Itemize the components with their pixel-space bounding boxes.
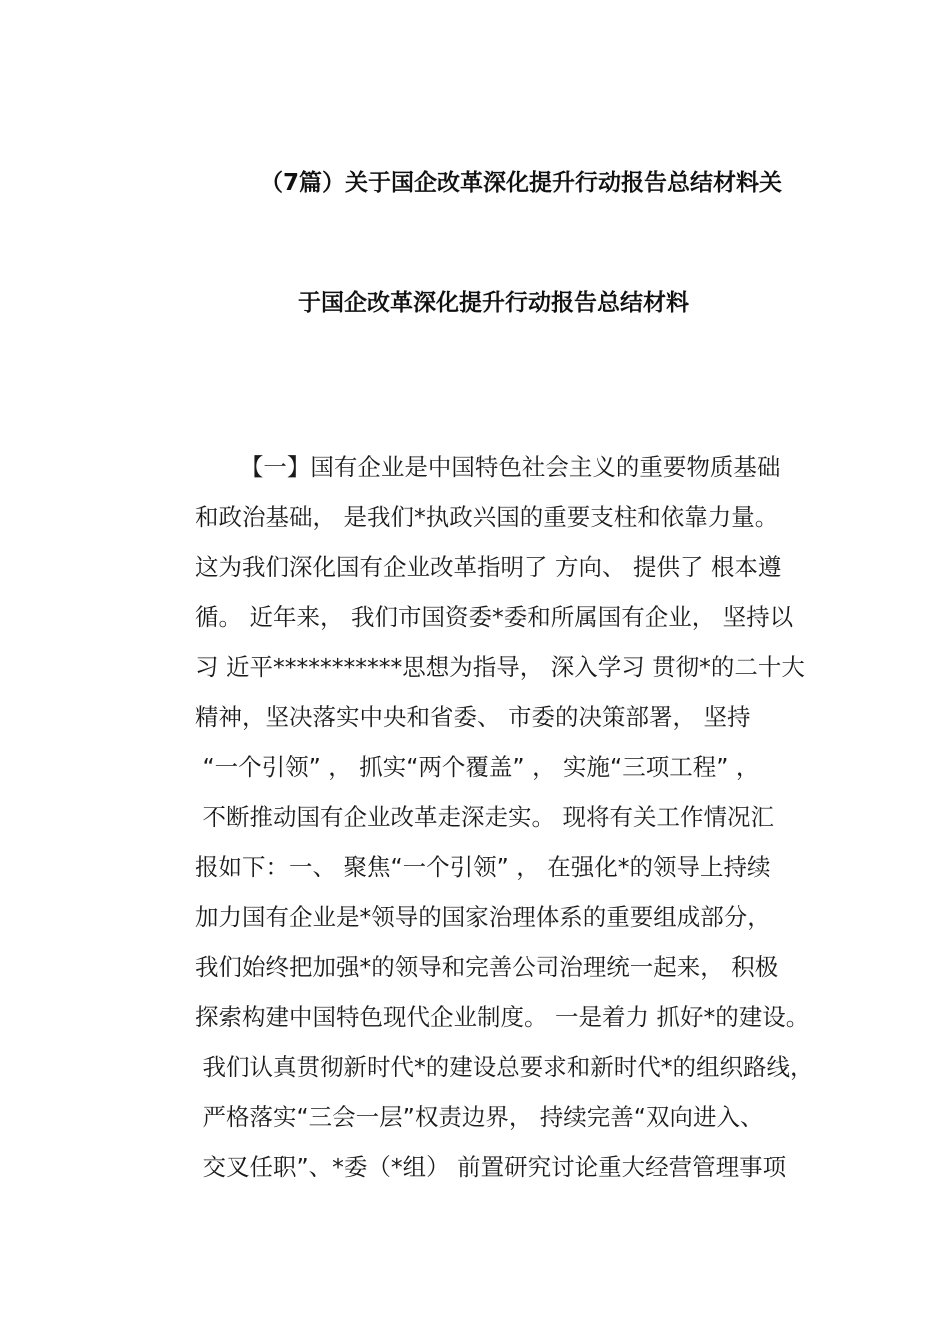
body-text-line: 和政治基础， 是我们*执政兴国的重要支柱和依靠力量。 [195,503,779,531]
document-title-line-2: 于国企改革深化提升行动报告总结材料 [298,290,689,316]
body-text-line: 【一】国有企业是中国特色社会主义的重要物质基础 [195,453,781,481]
body-text-line: 报如下：一、 聚焦“一个引领” ， 在强化*的领导上持续 [195,853,771,881]
body-text-line: 不断推动国有企业改革走深走实。 现将有关工作情况汇 [195,803,774,831]
body-text-line: 精神，坚决落实中央和省委、 市委的决策部署， 坚持 [195,703,751,731]
body-text-line: 交叉任职”、*委（*组） 前置研究讨论重大经营管理事项 [195,1153,787,1181]
document-title-line-1: （7篇）关于国企改革深化提升行动报告总结材料关 [260,170,783,196]
body-text-line: 严格落实“三会一层”权责边界， 持续完善“双向进入、 [195,1103,764,1131]
body-text-line: 这为我们深化国有企业改革指明了 方向、 提供了 根本遵 [195,553,782,581]
body-text-line: “一个引领” ， 抓实“两个覆盖” ， 实施“三项工程” ， [195,753,760,781]
body-text-line: 探索构建中国特色现代企业制度。 一是着力 抓好*的建设。 [195,1003,810,1031]
body-text-line: 循。 近年来， 我们市国资委*委和所属国有企业， 坚持以 [195,603,794,631]
body-text-line: 我们始终把加强*的领导和完善公司治理统一起来， 积极 [195,953,779,981]
body-text-line: 加力国有企业是*领导的国家治理体系的重要组成部分， [195,903,771,931]
body-text-line: 我们认真贯彻新时代*的建设总要求和新时代*的组织路线， [195,1053,814,1081]
body-text-line: 习 近平***********思想为指导， 深入学习 贯彻*的二十大 [195,653,805,681]
